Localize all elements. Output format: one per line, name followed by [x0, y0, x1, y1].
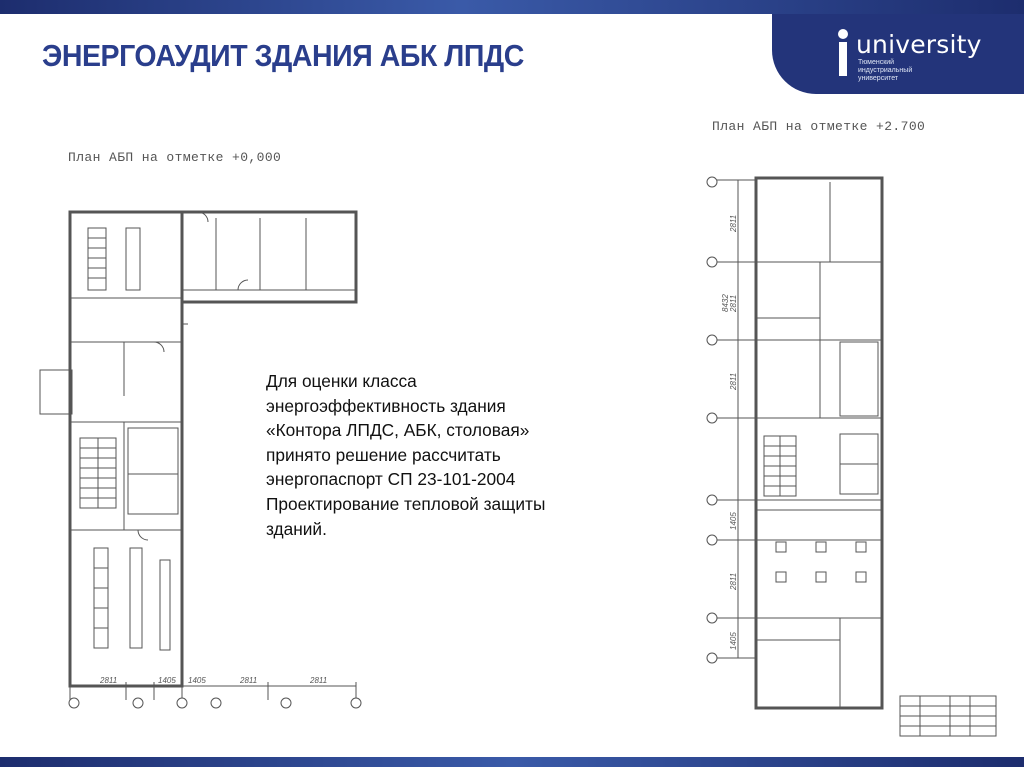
logo-subtitle: Тюменский индустриальный университет: [858, 59, 913, 82]
right-plan-label: План АБП на отметке +2.700: [712, 119, 926, 134]
right-dim-2: 8432: [721, 294, 730, 312]
right-dim-3: 2811: [729, 294, 738, 312]
right-dim-4: 2811: [729, 372, 738, 390]
left-dim-2: 1405: [158, 676, 176, 685]
left-dim-5: 2811: [310, 676, 328, 685]
university-emblem-icon: [836, 28, 850, 78]
logo-wordmark: university: [856, 30, 982, 59]
body-line: энергопаспорт СП 23-101-2004: [266, 469, 516, 490]
body-line: принято решение рассчитать: [266, 444, 501, 465]
right-dim-7: 1405: [729, 632, 738, 650]
university-logo: [772, 14, 1024, 94]
left-dim-3: 1405: [188, 676, 206, 685]
right-dim-5: 1405: [729, 512, 738, 530]
slide-title: ЭНЕРГОАУДИТ ЗДАНИЯ АБК ЛПДС: [42, 38, 524, 73]
body-line: Проектирование тепловой защиты: [266, 493, 546, 514]
right-dim-6: 2811: [729, 572, 738, 590]
right-dim-1: 2811: [729, 214, 738, 232]
body-line: «Контора ЛПДС, АБК, столовая»: [266, 420, 530, 441]
left-dim-4: 2811: [240, 676, 258, 685]
body-text: [266, 369, 666, 541]
right-floor-plan: [700, 170, 1000, 740]
body-line: энергоэффективность здания: [266, 395, 506, 416]
bottom-decor-bar: [0, 757, 1024, 767]
body-line: Для оценки класса: [266, 371, 417, 391]
left-dim-1: 2811: [100, 676, 118, 685]
top-decor-bar: [0, 0, 1024, 14]
body-line: зданий.: [266, 518, 327, 539]
left-plan-label: План АБП на отметке +0,000: [68, 150, 282, 165]
